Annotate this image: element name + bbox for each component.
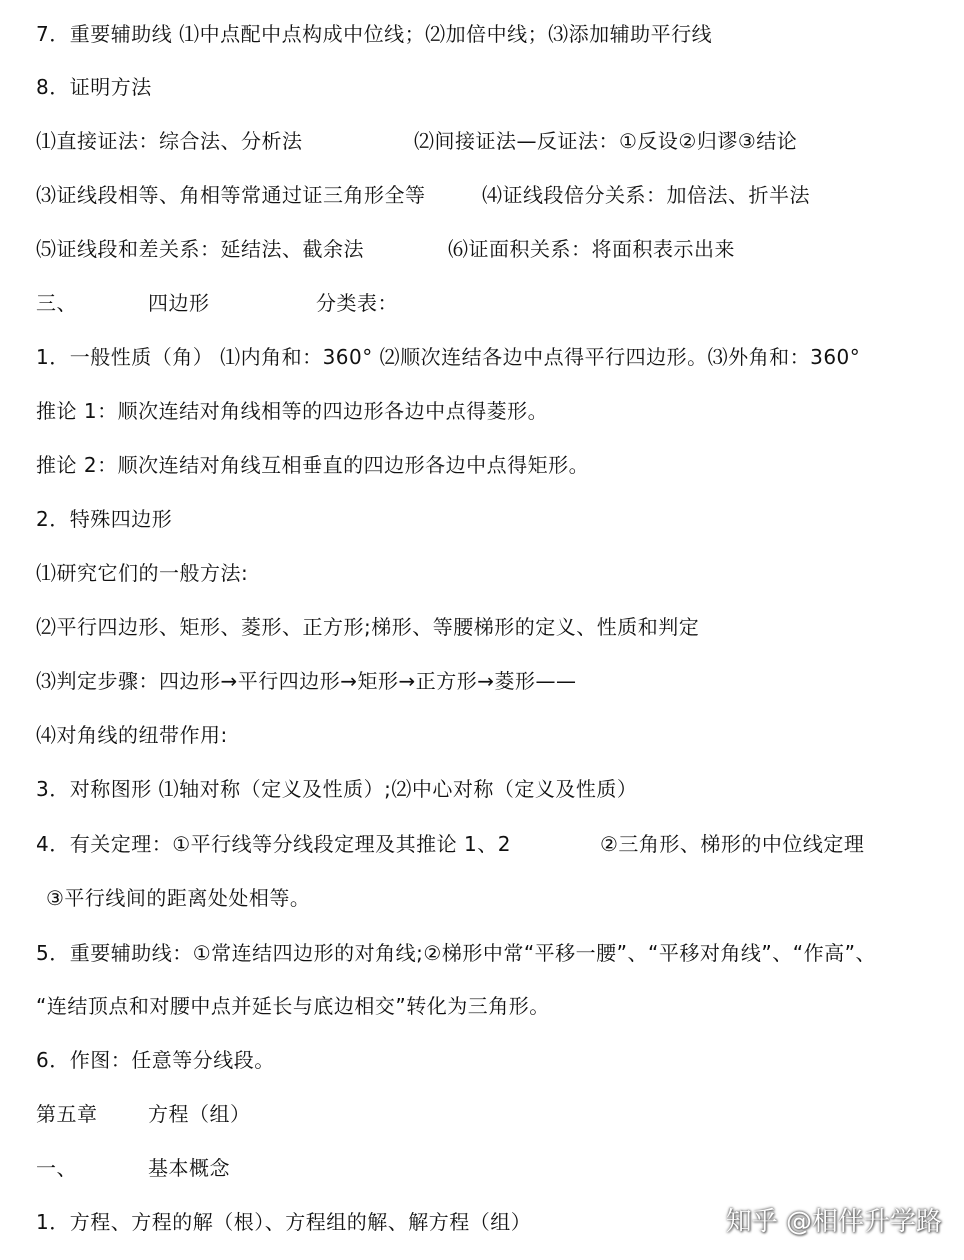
text-segment-midline-theorem: ②三角形、梯形的中位线定理	[600, 832, 865, 856]
watermark-text: 知乎 @相伴升学路	[725, 1207, 942, 1237]
chapter-number: 第五章	[36, 1102, 98, 1126]
text-segment-area: ⑹证面积关系：将面积表示出来	[448, 237, 735, 261]
section-title: 基本概念	[148, 1156, 230, 1180]
text-line-special-quadrilaterals: 2．特殊四边形	[36, 507, 173, 531]
section-subtitle: 分类表：	[316, 291, 398, 315]
text-line-corollary-1: 推论 1：顺次连结对角线相等的四边形各边中点得菱形。	[36, 399, 549, 423]
text-line-corollary-2: 推论 2：顺次连结对角线互相垂直的四边形各边中点得矩形。	[36, 453, 590, 477]
text-line-proof-methods-heading: 8．证明方法	[36, 75, 152, 99]
text-line-general-properties: 1．一般性质（角） ⑴内角和：360° ⑵顺次连结各边中点得平行四边形。⑶外角和：360°	[36, 345, 861, 369]
text-line-diagonal-role: ⑷对角线的纽带作用:	[36, 723, 228, 747]
text-line-general-method: ⑴研究它们的一般方法:	[36, 561, 249, 585]
text-line-parallel-distance: ③平行线间的距离处处相等。	[46, 886, 311, 910]
section-number: 三、	[36, 291, 77, 315]
text-line-symmetric-figures: 3．对称图形 ⑴轴对称（定义及性质）;⑵中心对称（定义及性质）	[36, 777, 638, 801]
text-line-construction: 6．作图：任意等分线段。	[36, 1048, 275, 1072]
text-line-equation-concepts: 1．方程、方程的解（根）、方程组的解、解方程（组）	[36, 1210, 532, 1234]
text-line-definitions: ⑵平行四边形、矩形、菱形、正方形;梯形、等腰梯形的定义、性质和判定	[36, 615, 700, 639]
text-segment-congruence: ⑶证线段相等、角相等常通过证三角形全等	[36, 183, 426, 207]
text-segment-ratio: ⑷证线段倍分关系：加倍法、折半法	[482, 183, 810, 207]
section-number: 一、	[36, 1156, 77, 1180]
text-segment-indirect-proof: ⑵间接证法—反证法：①反设②归谬③结论	[414, 129, 798, 153]
text-segment-parallel-theorem: 4．有关定理：①平行线等分线段定理及其推论 1、2	[36, 832, 511, 856]
text-line-important-aux-lines: 5．重要辅助线：①常连结四边形的对角线;②梯形中常“平移一腰”、“平移对角线”、“作高”、	[36, 941, 876, 965]
text-line-aux-lines-triangle: 7．重要辅助线 ⑴中点配中点构成中位线；⑵加倍中线；⑶添加辅助平行线	[36, 22, 713, 46]
text-segment-direct-proof: ⑴直接证法：综合法、分析法	[36, 129, 303, 153]
chapter-title: 方程（组）	[148, 1102, 251, 1126]
text-line-judgement-steps: ⑶判定步骤：四边形→平行四边形→矩形→正方形→菱形——	[36, 669, 577, 693]
section-title: 四边形	[148, 291, 210, 315]
text-line-aux-lines-continued: “连结顶点和对腰中点并延长与底边相交”转化为三角形。	[36, 994, 550, 1018]
text-segment-sum-difference: ⑸证线段和差关系：延结法、截余法	[36, 237, 364, 261]
